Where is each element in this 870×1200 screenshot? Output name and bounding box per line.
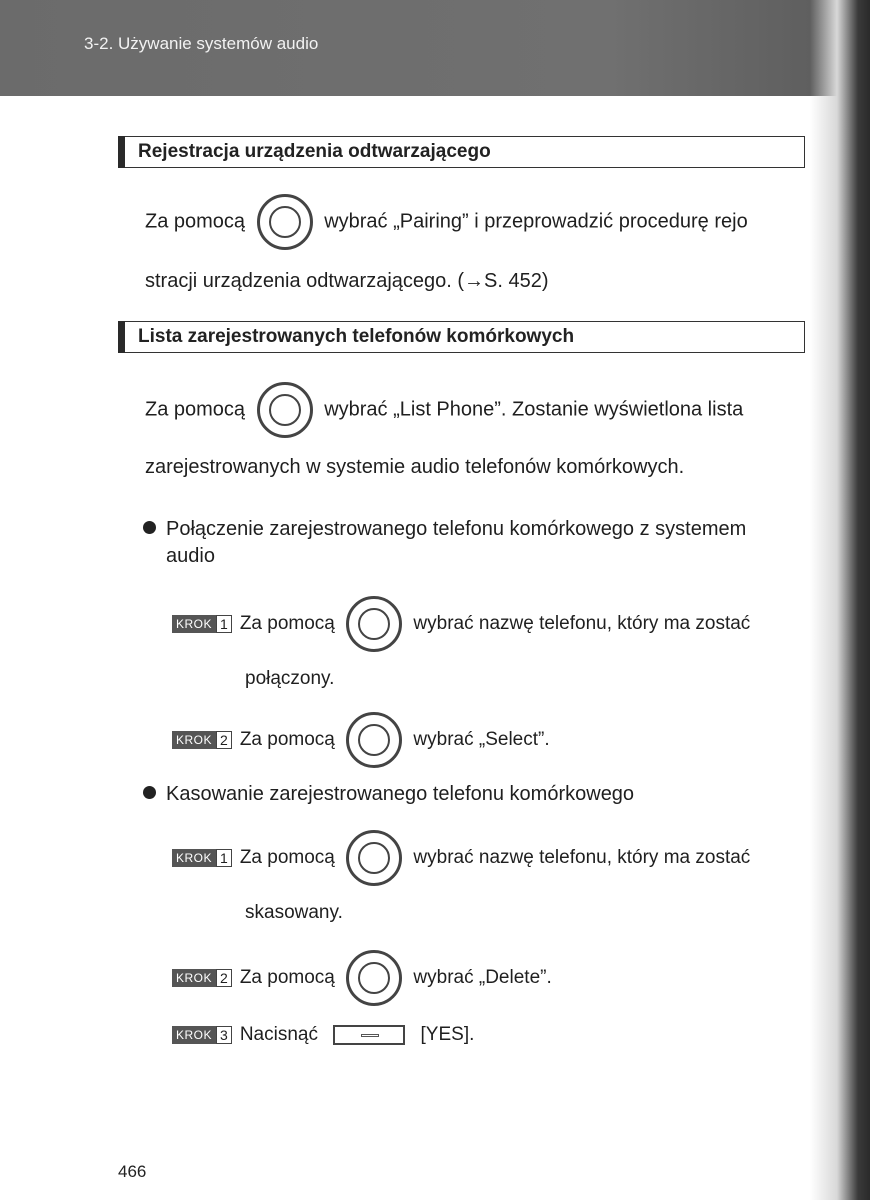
text: wybrać nazwę telefonu, który ma zostać (413, 847, 751, 869)
yes-button-icon (333, 1025, 405, 1045)
text: Za pomocą (239, 847, 335, 869)
tune-knob-icon (257, 382, 313, 438)
step-number: 1 (216, 849, 232, 867)
text: Za pomocą (239, 613, 335, 635)
section-heading-registration (118, 136, 805, 168)
step-2-connect (172, 712, 550, 768)
tune-knob-icon (346, 596, 402, 652)
text: Za pomocą (239, 729, 335, 751)
paragraph-line (145, 382, 743, 438)
section-title: Rejestracja urządzenia odtwarzającego (138, 141, 491, 162)
text: Za pomocą (239, 967, 335, 989)
krok-badge: KROK (172, 615, 216, 633)
section-heading-phone-list (118, 321, 805, 353)
text: Nacisnąć (239, 1024, 318, 1045)
paragraph-line (145, 194, 748, 250)
step-continuation: połączony. (245, 668, 335, 689)
page-edge-shadow (810, 0, 870, 1200)
paragraph-line: stracji urządzenia odtwarzającego. (→S. 452) (145, 270, 549, 292)
step-1-connect (172, 596, 750, 652)
heading-bar (118, 136, 125, 168)
krok-badge: KROK (172, 1026, 216, 1044)
text: wybrać „Select”. (413, 729, 550, 751)
bullet-item-connect (143, 518, 746, 541)
step-number: 3 (216, 1026, 232, 1044)
text: wybrać „List Phone”. Zostanie wyświetlona lista (324, 398, 744, 421)
text: Kasowanie zarejestrowanego telefonu komórkowego (166, 783, 635, 805)
text: Za pomocą (145, 210, 246, 233)
tune-knob-icon (257, 194, 313, 250)
tune-knob-icon (346, 830, 402, 886)
text: wybrać „Pairing” i przeprowadzić procedurę rejo (324, 210, 748, 233)
bullet-continuation: audio (166, 545, 215, 567)
step-3-delete (172, 1024, 474, 1046)
step-1-delete (172, 830, 750, 886)
step-number: 2 (216, 731, 232, 749)
section-title: Lista zarejestrowanych telefonów komórkowych (138, 326, 575, 347)
krok-badge: KROK (172, 731, 216, 749)
text: wybrać „Delete”. (413, 967, 552, 989)
step-continuation: skasowany. (245, 902, 343, 923)
bullet-icon (143, 521, 156, 534)
krok-badge: KROK (172, 969, 216, 987)
bullet-item-delete (143, 783, 634, 806)
chapter-title: 3-2. Używanie systemów audio (84, 34, 319, 53)
paragraph-line: zarejestrowanych w systemie audio telefonów komórkowych. (145, 456, 685, 478)
chapter-header (0, 0, 870, 96)
step-number: 2 (216, 969, 232, 987)
tune-knob-icon (346, 950, 402, 1006)
krok-badge: KROK (172, 849, 216, 867)
text: Połączenie zarejestrowanego telefonu komórkowego z systemem (166, 518, 747, 540)
page-number: 466 (118, 1162, 147, 1181)
text: [YES]. (420, 1024, 475, 1045)
tune-knob-icon (346, 712, 402, 768)
text: Za pomocą (145, 398, 246, 421)
step-2-delete (172, 950, 552, 1006)
bullet-icon (143, 786, 156, 799)
text: wybrać nazwę telefonu, który ma zostać (413, 613, 751, 635)
heading-bar (118, 321, 125, 353)
step-number: 1 (216, 615, 232, 633)
